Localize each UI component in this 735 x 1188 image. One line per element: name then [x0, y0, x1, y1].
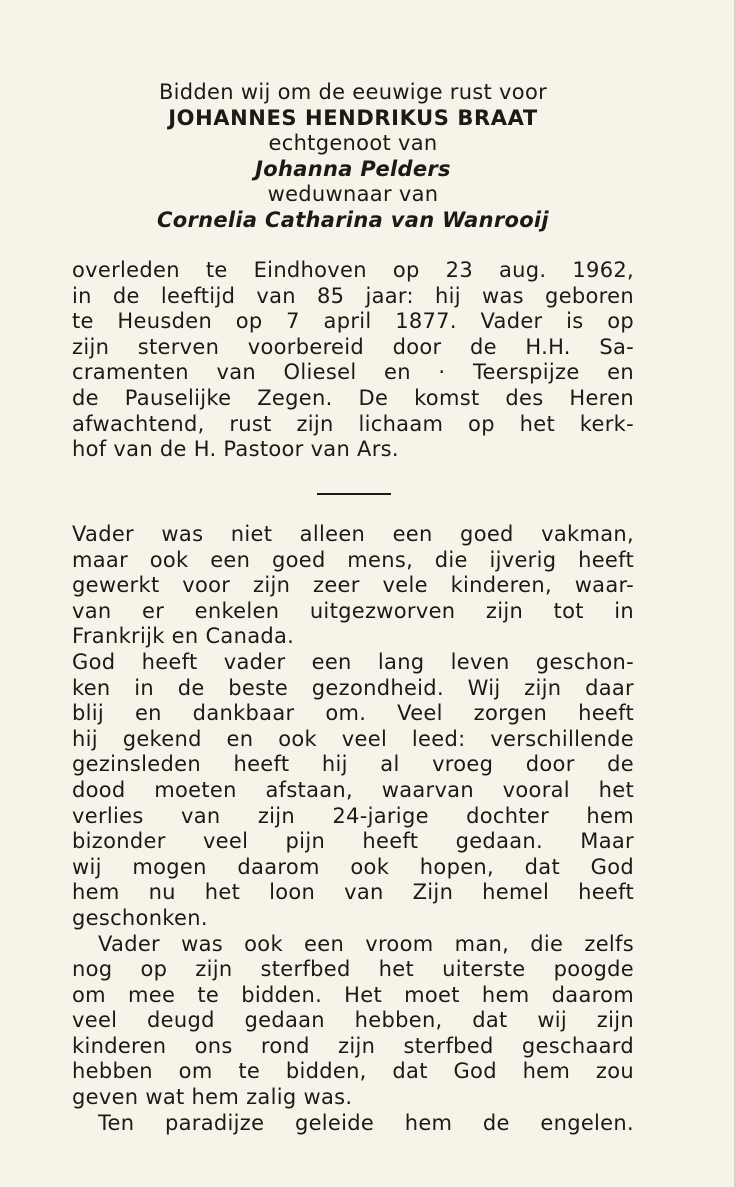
closing-line: Ten paradijze geleide hem de engelen. [98, 1110, 634, 1135]
tribute-line: veel deugd gedaan hebben, dat wij zijn [72, 1008, 634, 1033]
tribute-line: kinderen ons rond zijn sterfbed geschaard [72, 1033, 634, 1058]
tribute-line: bizonder veel pijn heeft gedaan. Maar [72, 829, 634, 854]
late-wife-name: Cornelia Catharina van Wanrooij [157, 207, 549, 232]
section-divider [317, 493, 391, 495]
tribute-line: Frankrijk en Canada. [72, 624, 295, 649]
tribute-line: wij mogen daarom ook hopen, dat God [72, 854, 634, 879]
deceased-name: JOHANNES HENDRIKUS BRAAT [168, 105, 538, 130]
biography-line: zijn sterven voorbereid door de H.H. Sa- [72, 334, 634, 359]
tribute-line: geven wat hem zalig was. [72, 1085, 353, 1110]
tribute-line: hem nu het loon van Zijn hemel heeft [72, 880, 634, 905]
biography-line: de Pauselijke Zegen. De komst des Heren [72, 385, 634, 410]
biography-paragraph [72, 258, 634, 463]
tribute-line: Vader was ook een vroom man, die zelfs [98, 931, 634, 956]
tribute-line: verlies van zijn 24-jarige dochter hem [72, 803, 634, 828]
tribute-line: gezinsleden heeft hij al vroeg door de [72, 752, 634, 777]
tribute-paragraphs [72, 522, 634, 1136]
widower-label: weduwnaar van [267, 182, 439, 207]
biography-line: cramenten van Oliesel en · Teerspijze en [72, 360, 634, 385]
biography-line: in de leeftijd van 85 jaar: hij was geboren [72, 283, 634, 308]
tribute-line: geschonken. [72, 905, 208, 930]
tribute-line: God heeft vader een lang leven geschon- [72, 649, 634, 674]
biography-line: te Heusden op 7 april 1877. Vader is op [72, 309, 634, 334]
tribute-line: maar ook een goed mens, die ijverig heeft [72, 547, 634, 572]
spouse-label: echtgenoot van [268, 131, 438, 156]
tribute-line: gewerkt voor zijn zeer vele kinderen, waar- [72, 573, 634, 598]
tribute-line: hij gekend en ook veel leed: verschillende [72, 726, 634, 751]
tribute-line: om mee te bidden. Het moet hem daarom [72, 982, 634, 1007]
biography-line: overleden te Eindhoven op 23 aug. 1962, [72, 258, 634, 282]
tribute-line: blij en dankbaar om. Veel zorgen heeft [72, 701, 634, 726]
tribute-line: ken in de beste gezondheid. Wij zijn daar [72, 675, 634, 700]
tribute-line: dood moeten afstaan, waarvan vooral het [72, 777, 634, 802]
prayer-intro: Bidden wij om de eeuwige rust voor [158, 80, 548, 104]
tribute-line: Vader was niet alleen een goed vakman, [72, 522, 634, 546]
header-block [72, 80, 634, 234]
spouse-name: Johanna Pelders [255, 156, 451, 181]
tribute-line: hebben om te bidden, dat God hem zou [72, 1059, 634, 1084]
biography-line: afwachtend, rust zijn lichaam op het kerk- [72, 411, 634, 436]
tribute-line: nog op zijn sterfbed het uiterste poogde [72, 957, 634, 982]
biography-line: hof van de H. Pastoor van Ars. [72, 437, 399, 462]
tribute-line: van er enkelen uitgezworven zijn tot in [72, 598, 634, 623]
